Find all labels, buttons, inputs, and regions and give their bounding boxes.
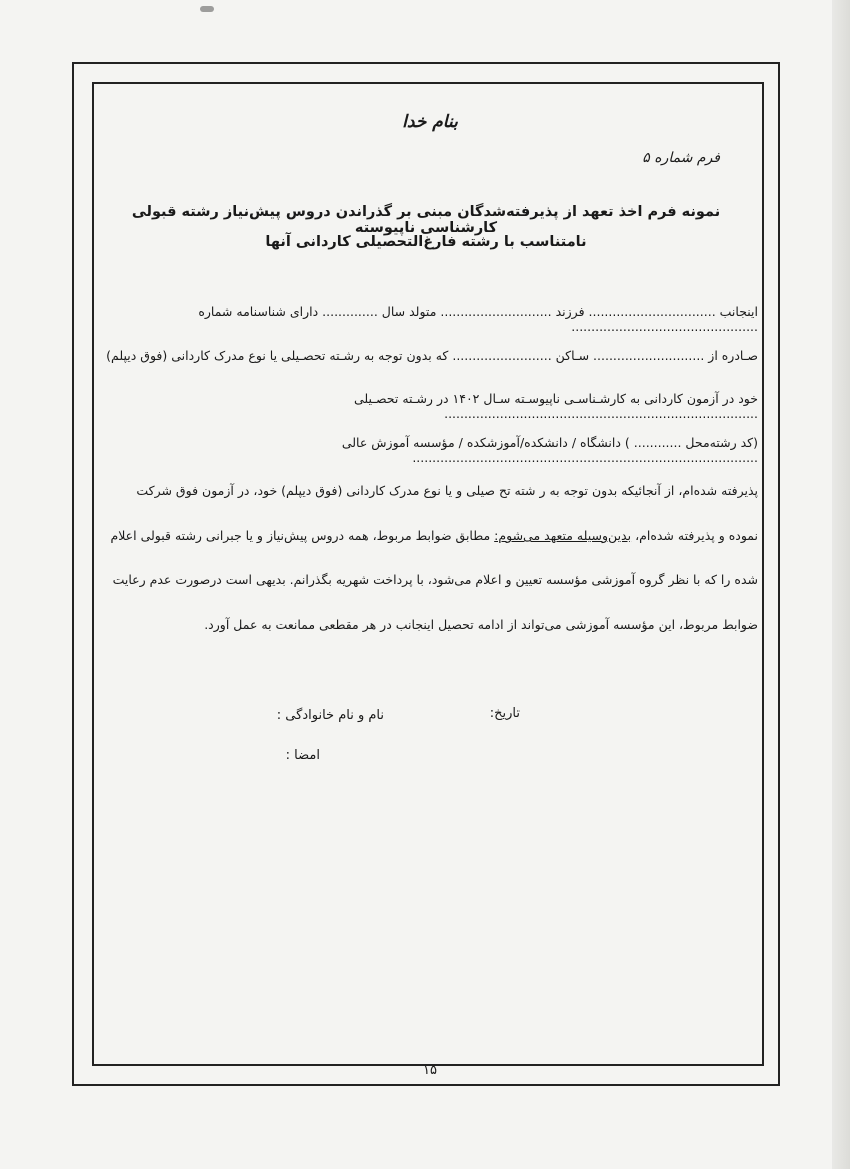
form-title-line-1: نمونه فرم اخذ تعهد از پذیرفته‌شدگان مبنی بر گذراندن دروس پیش‌نیاز رشته قبولی کارشناسی ناپیوسته — [131, 204, 721, 236]
body-line-6-start: نموده و پذیرفته شده‌ام، — [631, 528, 758, 543]
form-number: فرم شماره ۵ — [642, 150, 720, 166]
body-line-3: خود در آزمون کاردانی به کارشـناسـی ناپیوسـته سـال ۱۴۰۲ در رشـته تحصـیلی ............................................................................... — [353, 391, 758, 421]
commitment-phrase: بدین‌وسیله متعهد می‌شوم: — [494, 528, 632, 543]
form-title-line-2: نامتناسب با رشته فارغ‌التحصیلی کاردانی آنها — [265, 234, 587, 250]
ink-smudge — [200, 6, 214, 12]
heading-bismillah: بنام خدا — [402, 112, 458, 132]
body-line-2: صـادره از ............................ سـاکن ......................... که بدون توجه به رشـته تحصـیلی یا نوع مدرک کاردانی (فوق دیپلم) — [106, 348, 758, 363]
name-label: نام و نام خانوادگی : — [276, 708, 384, 723]
date-label: تاریخ: — [489, 706, 520, 721]
body-line-6-end: مطابق ضوابط مربوط، همه دروس پیش‌نیاز و یا جبرانی رشته قبولی اعلام — [110, 528, 495, 543]
body-line-1: اینجانب ................................ فرزند ............................ متولد سال .............. دارای شناسنامه شماره ............................................... — [198, 304, 758, 334]
body-line-4: (کد رشته‌محل ............ ) دانشگاه / دانشکده/آموزشکده / مؤسسه آموزش عالی ....................................................................................... — [341, 435, 758, 465]
body-line-8: ضوابط مربوط، این مؤسسه آموزشی می‌تواند از ادامه تحصیل اینجانب در هر مقطعی ممانعت به عمل آورد. — [204, 617, 758, 632]
signature-label: امضا : — [285, 748, 320, 763]
scan-edge — [832, 0, 850, 1169]
page-number: ۱۵ — [423, 1063, 437, 1078]
body-line-6 — [106, 528, 758, 543]
body-line-5: پذیرفته شده‌ام، از آنجائیکه بدون توجه به ر شته تح صیلی و یا نوع مدرک کاردانی (فوق دیپلم) خود، در آزمون فوق شرکت — [136, 483, 758, 498]
body-line-7: شده را که با نظر گروه آموزشی مؤسسه تعیین و اعلام می‌شود، با پرداخت شهریه بگذرانم. بدیهی است درصورت عدم رعایت — [112, 572, 758, 587]
